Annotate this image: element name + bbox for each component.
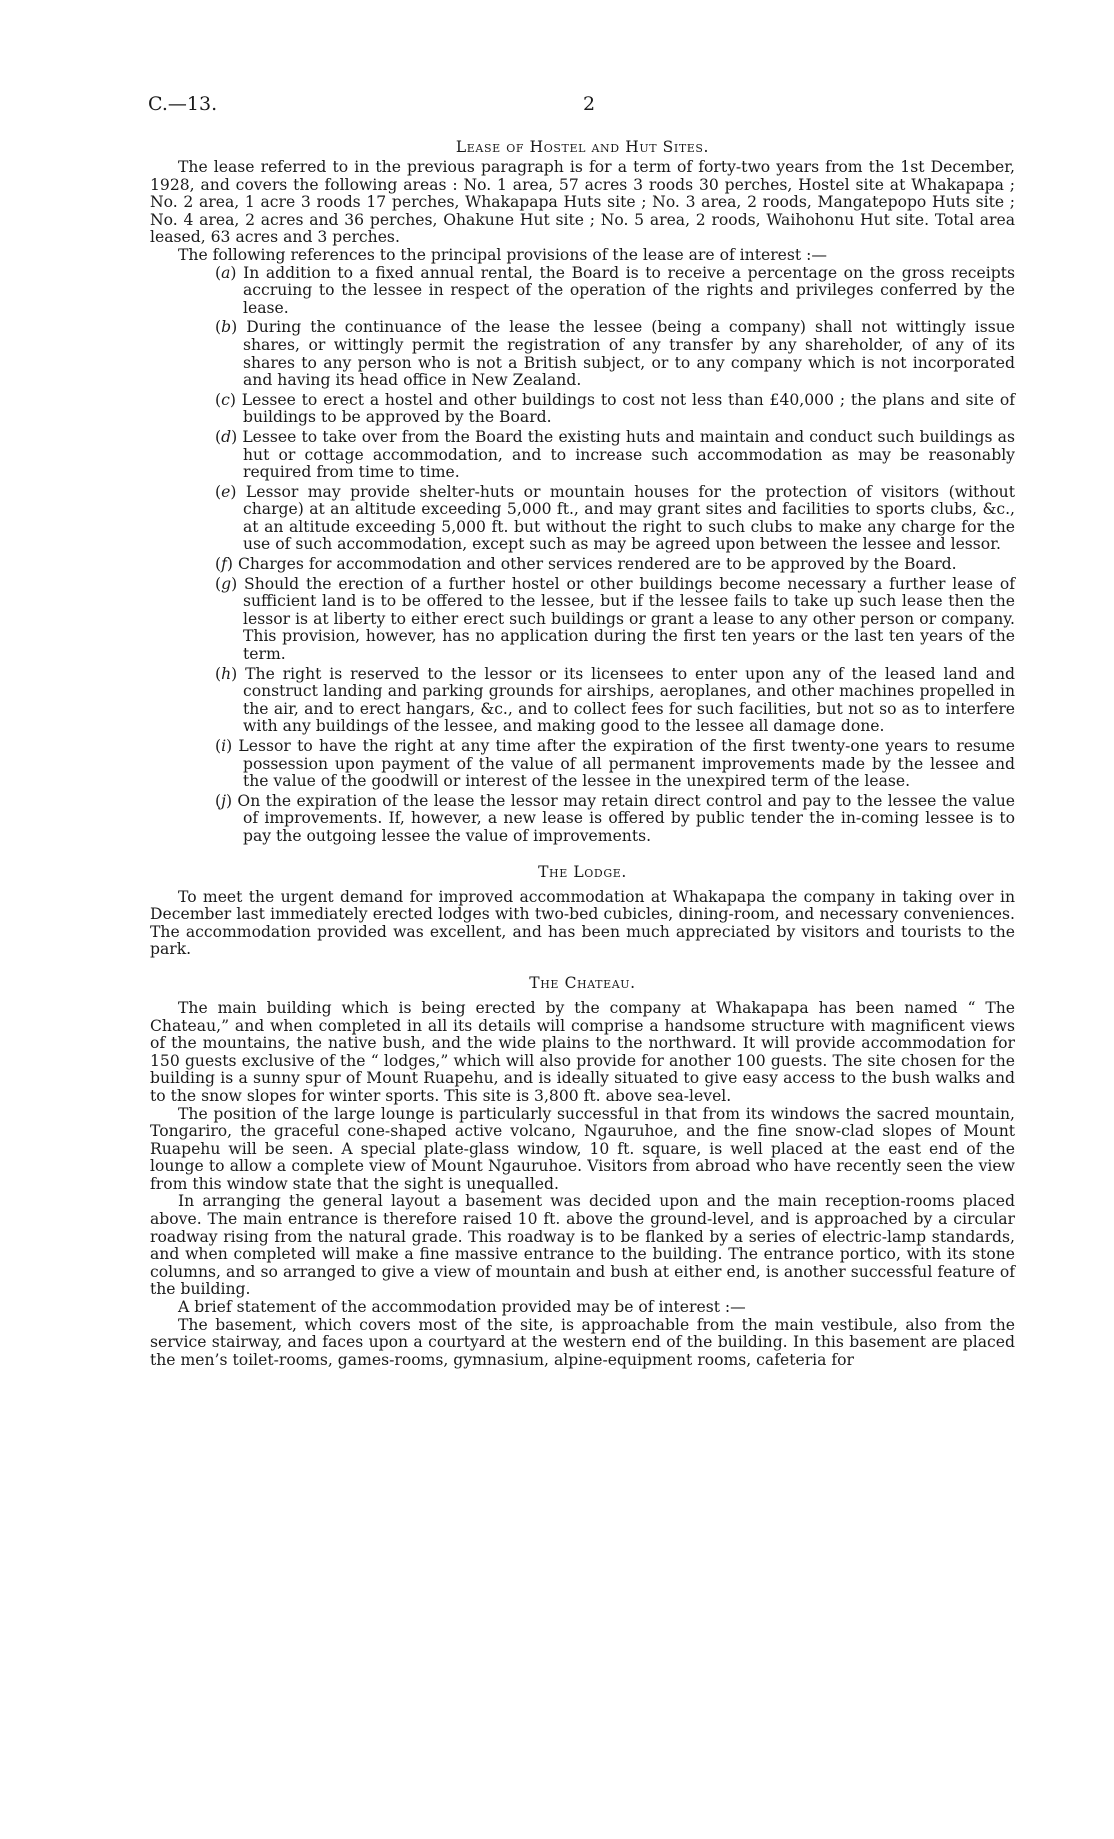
document-body — [150, 138, 1015, 1369]
item-label: f — [221, 555, 227, 574]
list-item: (g) Should the erection of a further hostel or other buildings become necessary a further lease of sufficient land is to be offered to the lessee, but if the lessee fails to take up such lease then the lessor is at liberty to either erect such buildings or grant a lease to any other person or company. This provision, however, has no application during the first ten years or the last ten years of the term. — [215, 574, 1015, 664]
lodge-paragraph: To meet the urgent demand for improved accommodation at Whakapapa the company in taking over in December last immediately erected lodges with two-bed cubicles, dining-room, and necessary conveniences. The accommodation provided was excellent, and has been much appreciated by visitors and tourists to the park. — [150, 887, 1015, 959]
page-header — [150, 93, 1015, 117]
list-item: (c) Lessee to erect a hostel and other buildings to cost not less than £40,000 ; the plans and site of buildings to be approved by the Board. — [215, 390, 1015, 427]
list-item: (a) In addition to a fixed annual rental, the Board is to receive a percentage on the gross receipts accruing to the lessee in respect of the operation of the rights and privileges conferred by the lease. — [215, 263, 1015, 317]
item-text: During the continuance of the lease the lessee (being a company) shall not wittingly issue shares, or wittingly permit the registration of any transfer by any shareholder, of any of its shares to any person who is not a British subject, or to any company which is not incorporated and having its head office in New Zealand. — [243, 318, 1015, 390]
item-text: In addition to a fixed annual rental, the Board is to receive a percentage on the gross receipts accruing to the lessee in respect of the operation of the rights and privileges conferred by the lease. — [243, 263, 1015, 317]
lease-provisions-intro: The following references to the principal provisions of the lease are of interest :— — [178, 245, 827, 264]
list-item: (b) During the continuance of the lease the lessee (being a company) shall not wittingly issue shares, or wittingly permit the registration of any transfer by any shareholder, of any of its shares to any person who is not a British subject, or to any company which is not incorporated and having its head office in New Zealand. — [215, 318, 1015, 390]
chateau-paragraph-5: The basement, which covers most of the site, is approachable from the main vestibule, also from the service stairway, and faces upon a courtyard at the western end of the building. In this basement are placed the men’s toilet-rooms, games-rooms, gymnasium, alpine-equipment rooms, cafeteria for — [150, 1315, 1015, 1369]
item-label: g — [221, 574, 232, 593]
lease-paragraph: The lease referred to in the previous paragraph is for a term of forty-two years from the 1st December, 1928, and covers the following areas : No. 1 area, 57 acres 3 roods 30 perches, Hostel site at Whakapapa ; No. 2 area, 1 acre 3 roods 17 perches, Whakapapa Huts site ; No. 3 area, 2 roods, Mangatepopo Huts site ; No. 4 area, 2 acres and 36 perches, Ohakune Hut site ; No. 5 area, 2 roods, Waihohonu Hut site. Total area leased, 63 acres and 3 perches. — [150, 158, 1015, 247]
item-text: Lessee to take over from the Board the existing huts and maintain and conduct such buildings as hut or cottage accommodation, and to increase such accommodation as may be reasonably required from time to time. — [242, 427, 1015, 482]
item-label: j — [221, 791, 226, 810]
document-reference: C.—13. — [148, 93, 218, 115]
lease-heading: Lease of Hostel and Hut Sites. — [455, 138, 710, 156]
item-text: Should the erection of a further hostel or other buildings become necessary a further lease of sufficient land is to be offered to the lessee, but if the lessee fails to take up such lease then the lessor is at liberty to either erect such buildings or grant a lease to any other person or company. This provision, however, has no application during the first ten years or the last ten years of the term. — [243, 574, 1015, 664]
list-item: (d) Lessee to take over from the Board the existing huts and maintain and conduct such buildings as hut or cottage accommodation, and to increase such accommodation as may be reasonably required from time to time. — [215, 427, 1015, 482]
list-item: (j) On the expiration of the lease the lessor may retain direct control and pay to the lessee the value of improvements. If, however, a new lease is offered by public tender the in-coming lessee is to pay the outgoing lessee the value of improvements. — [215, 791, 1015, 845]
lease-section — [150, 138, 1015, 846]
item-text: Lessor to have the right at any time after the expiration of the first twenty-one years to resume possession upon payment of the value of all permanent improvements made by the lessee and the value of the goodwill or interest of the lessee in the unexpired term of the lease. — [238, 737, 1015, 791]
item-label: e — [221, 482, 231, 501]
lodge-heading: The Lodge. — [538, 862, 627, 881]
chateau-paragraph-1: The main building which is being erected by the company at Whakapapa has been named “ The Chateau,” and when completed in all its details will comprise a handsome structure with magnificent views of the mountains, the native bush, and the wide plains to the northward. It will provide accommodation for 150 guests exclusive of the “ lodges,” which will also provide for another 100 guests. The site chosen for the building is a sunny spur of Mount Ruapehu, and is ideally situated to give easy access to the bush walks and to the snow slopes for winter sports. This site is 3,800 ft. above sea-level. — [150, 998, 1015, 1105]
item-text: Lessee to erect a hostel and other buildings to cost not less than £40,000 ; the plans and site of buildings to be approved by the Board. — [241, 390, 1015, 427]
item-text: Charges for accommodation and other services rendered are to be approved by the Board. — [237, 555, 957, 574]
list-item: (f) Charges for accommodation and other services rendered are to be approved by the Board. — [215, 555, 957, 574]
chateau-heading: The Chateau. — [529, 973, 636, 992]
lodge-section — [150, 863, 1015, 959]
chateau-section — [150, 974, 1015, 1369]
list-item: (e) Lessor may provide shelter-huts or mountain houses for the protection of visitors (without charge) at an altitude exceeding 5,000 ft., and may grant sites and facilities to sports clubs, &c., at an altitude exceeding 5,000 ft. but without the right to such clubs to make any charge for the use of such accommodation, except such as may be agreed upon between the lessee and lessor. — [215, 482, 1015, 554]
page-number: 2 — [583, 93, 596, 115]
chateau-paragraph-3: In arranging the general layout a basement was decided upon and the main reception-rooms placed above. The main entrance is therefore raised 10 ft. above the ground-level, and is approached by a circular roadway rising from the natural grade. This roadway is to be flanked by a series of electric-lamp standards, and when completed will make a fine massive entrance to the building. The entrance portico, with its stone columns, and so arranged to give a view of mountain and bush at either end, is another successful feature of the building. — [150, 1192, 1015, 1299]
list-item: (h) The right is reserved to the lessor or its licensees to enter upon any of the leased land and construct landing and parking grounds for airships, aeroplanes, and other machines propelled in the air, and to erect hangars, &c., and to collect fees for such facilities, but not so as to interfere with any buildings of the lessee, and making good to the lessee all damage done. — [215, 664, 1015, 736]
item-text: The right is reserved to the lessor or its licensees to enter upon any of the leased land and construct landing and parking grounds for airships, aeroplanes, and other machines propelled in the air, and to erect hangars, &c., and to collect fees for such facilities, but not so as to interfere with any buildings of the lessee, and making good to the lessee all damage done. — [243, 664, 1015, 736]
item-label: i — [221, 737, 227, 755]
item-label: d — [221, 427, 232, 446]
item-text: Lessor may provide shelter-huts or mountain houses for the protection of visitors (without charge) at an altitude exceeding 5,000 ft., and may grant sites and facilities to sports clubs, &c., at an altitude exceeding 5,000 ft. but without the right to such clubs to make any charge for the use of such accommodation, except such as may be agreed upon between the lessee and lessor. — [243, 482, 1015, 554]
item-label: b — [221, 318, 232, 337]
chateau-paragraph-4: A brief statement of the accommodation provided may be of interest :— — [178, 1298, 746, 1317]
lease-provisions-list — [150, 265, 1015, 846]
item-text: On the expiration of the lease the lessor may retain direct control and pay to the lessee the value of improvements. If, however, a new lease is offered by public tender the in-coming lessee is to pay the outgoing lessee the value of improvements. — [237, 791, 1015, 845]
item-label: a — [221, 263, 231, 282]
item-label: h — [221, 664, 232, 683]
list-item: (i) Lessor to have the right at any time after the expiration of the first twenty-one years to resume possession upon payment of the value of all permanent improvements made by the lessee and the value of the goodwill or interest of the lessee in the unexpired term of the lease. — [215, 737, 1015, 791]
document-page — [150, 0, 1015, 1839]
item-label: c — [221, 390, 230, 409]
chateau-paragraph-2: The position of the large lounge is particularly successful in that from its windows the sacred mountain, Tongariro, the graceful cone-shaped active volcano, Ngauruhoe, and the fine snow-clad slopes of Mount Ruapehu will be seen. A special plate-glass window, 10 ft. square, is well placed at the east end of the lounge to allow a complete view of Mount Ngauruhoe. Visitors from abroad who have recently seen the view from this window state that the sight is unequalled. — [150, 1104, 1015, 1193]
